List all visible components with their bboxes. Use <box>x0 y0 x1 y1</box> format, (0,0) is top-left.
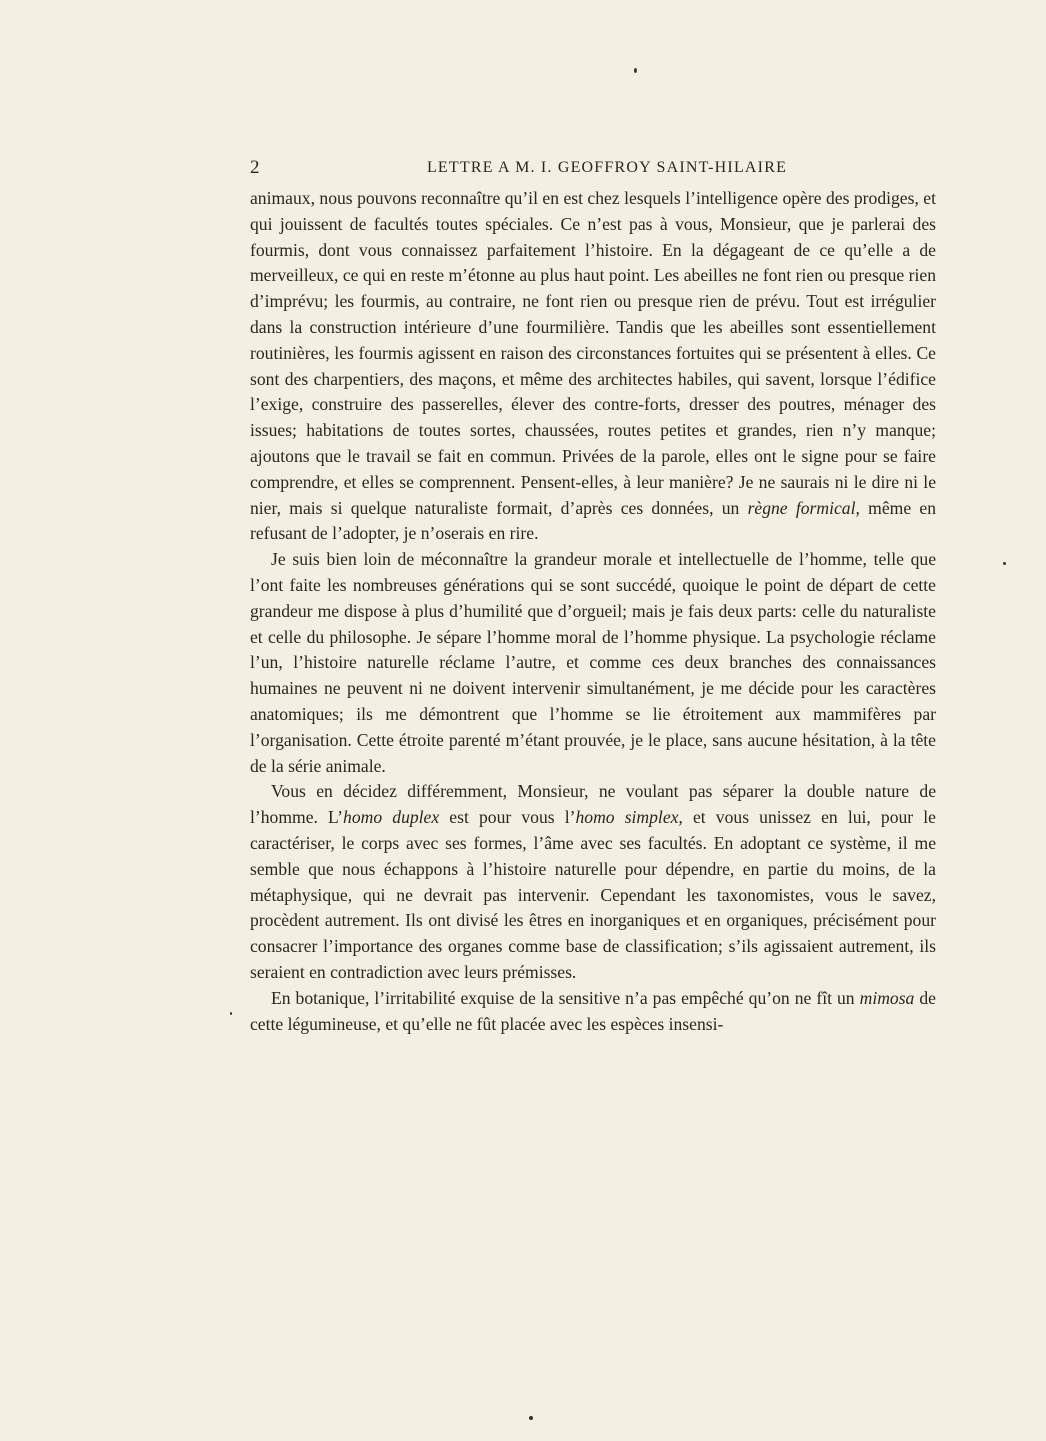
text-run: de cette légumineuse, et qu’elle ne fût placée avec les espèces insensi- <box>250 987 936 1034</box>
paragraph <box>250 186 936 547</box>
page-number: 2 <box>250 157 261 178</box>
italic-text-run: règne formical, <box>747 497 860 518</box>
page-header <box>250 157 936 181</box>
running-title: LETTRE A M. I. GEOFFROY SAINT-HILAIRE <box>426 159 788 176</box>
paragraph <box>250 547 936 779</box>
ink-speck <box>1003 562 1006 565</box>
text-run: Vous en décidez différemment, Monsieur, ne voulant pas séparer la double nature de l’homme. L’ <box>250 781 936 828</box>
italic-text-run: mimosa <box>859 987 915 1008</box>
text-run: et vous unissez en lui, pour le caractériser, le corps avec ses formes, l’âme avec ses facultés. En adoptant ce système, il me semble que nous échappons à l’histoire naturelle pour dépendre, en partie du moins, de la métaphysique, qui ne devrait pas intervenir. Cependant les taxonomistes, vous le savez, procèdent autrement. Ils ont divisé les êtres en inorganiques et en organiques, précisément pour consacrer l’importance des organes comme base de classification; s’ils agissaient autrement, ils seraient en contradiction avec leurs prémisses. <box>250 807 936 982</box>
paragraph <box>250 986 936 1038</box>
text-run: animaux, nous pouvons reconnaître qu’il en est chez lesquels l’intelligence opère des prodiges, et qui jouissent de facultés toutes spéciales. Ce n’est pas à vous, Monsieur, que je parlerai des fourmis, dont vous connaissez parfaitement l’histoire. En la dégageant de ce qu’elle a de merveilleux, ce qui en reste m’étonne au plus haut point. Les abeilles ne font rien ou presque rien d’imprévu; les fourmis, au contraire, ne font rien ou presque rien de prévu. Tout est irrégulier dans la construction intérieure d’une fourmilière. Tandis que les abeilles sont essentiellement routinières, les fourmis agissent en raison des circonstances fortuites qui se présentent à elles. Ce sont des charpentiers, des maçons, et même des architectes habiles, qui savent, lorsque l’édifice l’exige, construire des passerelles, élever des contre-forts, dresser des poutres, ménager des issues; habitations de toutes sortes, chaussées, routes petites et grandes, rien n’y manque; ajoutons que le travail se fait en commun. Privées de la parole, elles ont le signe pour se faire comprendre, et elles se comprennent. Pensent-elles, à leur manière? Je ne saurais ni le dire ni le nier, mais si quelque naturaliste formait, d’après ces données, un <box>250 188 936 518</box>
ink-speck <box>529 1416 533 1420</box>
text-run: En botanique, l’irritabilité exquise de la sensitive n’a pas empêché qu’on ne fît un <box>271 987 860 1008</box>
body-text <box>250 186 936 1037</box>
paragraph <box>250 779 936 985</box>
text-run: Je suis bien loin de méconnaître la grandeur morale et intellectuelle de l’homme, telle que l’ont faite les nombreuses générations qui se sont succédé, quoique le point de départ de cette grandeur me dispose à plus d’humilité que d’orgueil; mais je fais deux parts: celle du naturaliste et celle du philosophe. Je sépare l’homme moral de l’homme physique. La psychologie réclame l’un, l’histoire naturelle réclame l’autre, et comme ces deux branches des connaissances humaines ne peuvent ni ne doivent intervenir simultanément, je me décide pour les caractères anatomiques; ils me démontrent que l’homme se lie étroitement aux mammifères par l’organisation. Cette étroite parenté m’étant prouvée, je le place, sans aucune hésitation, à la tête de la série animale. <box>250 549 936 776</box>
text-run: est pour vous l’ <box>439 807 576 828</box>
text-run: même en refusant de l’adopter, je n’oserais en rire. <box>250 497 936 544</box>
italic-text-run: homo duplex <box>343 807 440 828</box>
ink-speck <box>230 1012 232 1015</box>
italic-text-run: homo simplex, <box>575 807 683 828</box>
ink-speck <box>634 68 637 73</box>
